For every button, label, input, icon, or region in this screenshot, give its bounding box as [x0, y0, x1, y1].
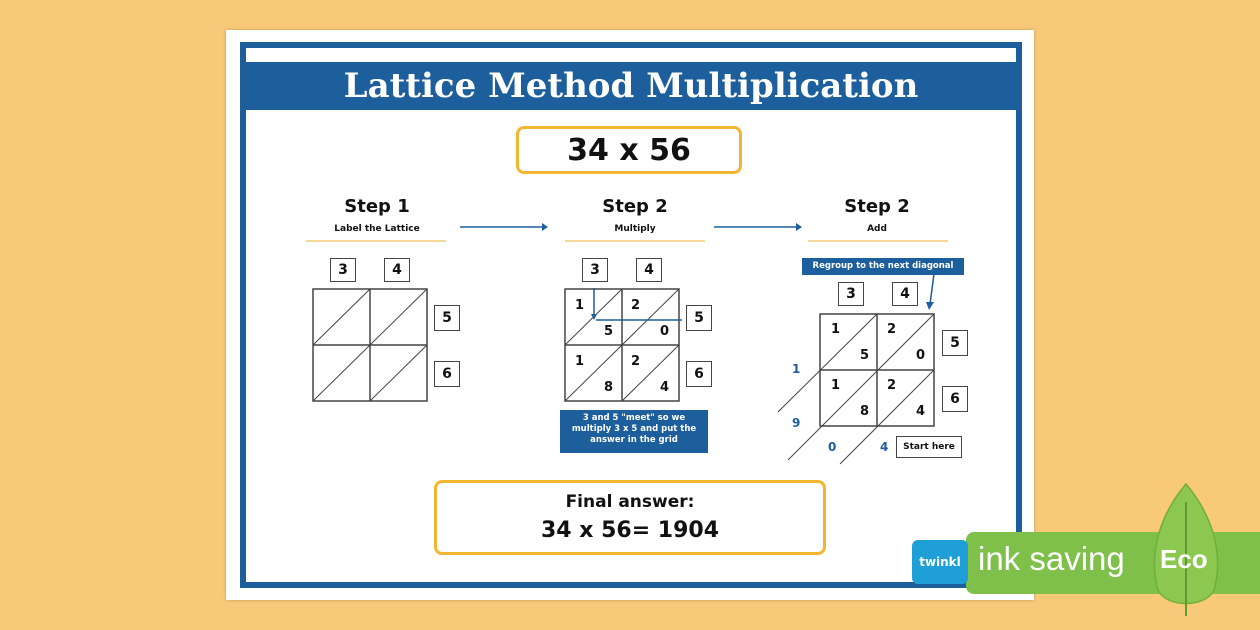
step-arrow-2	[712, 220, 802, 234]
step-2-underline	[565, 240, 705, 242]
step2-side-digit-5: 5	[686, 305, 712, 331]
step-2-subtitle: Multiply	[614, 224, 656, 234]
step3-side-digit-6: 6	[942, 386, 968, 412]
result-digit-ones: 4	[880, 440, 889, 454]
step-3-subtitle: Add	[867, 224, 887, 234]
result-digit-thousands: 1	[792, 362, 801, 376]
step-3-title: Step 2	[844, 196, 910, 217]
final-answer-label: Final answer:	[565, 492, 695, 512]
step2-top-digit-4: 4	[636, 258, 662, 282]
step2-cell-3-tens: 1	[575, 354, 585, 369]
eco-label: Eco	[1160, 544, 1208, 574]
result-digit-hundreds: 9	[792, 416, 801, 430]
step-1-title: Step 1	[344, 196, 410, 217]
step3-cell-1-ones: 5	[860, 348, 870, 363]
final-answer-value: 34 x 56= 1904	[540, 518, 720, 543]
step3-cell-3-ones: 8	[860, 404, 870, 419]
problem-box: 34 x 56	[516, 126, 742, 174]
step-arrow-1	[458, 220, 548, 234]
step3-note: Regroup to the next diagonal	[802, 258, 964, 275]
step3-cell-2-tens: 2	[887, 322, 897, 337]
page-title: Lattice Method Multiplication	[246, 62, 1016, 110]
step1-side-digit-5: 5	[434, 305, 460, 331]
step1-lattice-grid	[312, 288, 430, 404]
step-1-subtitle: Label the Lattice	[334, 224, 420, 234]
step3-top-digit-3: 3	[838, 282, 864, 306]
step2-note: 3 and 5 "meet" so we multiply 3 x 5 and put the answer in the grid	[560, 410, 708, 453]
step-3-underline	[808, 240, 948, 242]
step2-cell-2-tens: 2	[631, 298, 641, 313]
step2-cell-4-ones: 4	[660, 380, 670, 395]
step2-cell-4-tens: 2	[631, 354, 641, 369]
step1-top-digit-4: 4	[384, 258, 410, 282]
step1-top-digit-3: 3	[330, 258, 356, 282]
step1-side-digit-6: 6	[434, 361, 460, 387]
eco-badge-text: ink saving	[978, 540, 1125, 577]
step2-cell-2-ones: 0	[660, 324, 670, 339]
step3-top-digit-4: 4	[892, 282, 918, 306]
step-1-underline	[306, 240, 446, 242]
start-here-label: Start here	[896, 436, 962, 458]
step3-cell-4-ones: 4	[916, 404, 926, 419]
step3-cell-2-ones: 0	[916, 348, 926, 363]
final-answer-box	[434, 480, 826, 555]
step3-cell-1-tens: 1	[831, 322, 841, 337]
step-2-title: Step 2	[602, 196, 668, 217]
step3-side-digit-5: 5	[942, 330, 968, 356]
step3-cell-3-tens: 1	[831, 378, 841, 393]
step3-cell-4-tens: 2	[887, 378, 897, 393]
step2-cell-3-ones: 8	[604, 380, 614, 395]
step2-top-digit-3: 3	[582, 258, 608, 282]
step2-cell-1-tens: 1	[575, 298, 585, 313]
result-digit-tens: 0	[828, 440, 837, 454]
twinkl-logo: twinkl	[912, 540, 968, 584]
step2-cell-1-ones: 5	[604, 324, 614, 339]
step2-side-digit-6: 6	[686, 361, 712, 387]
